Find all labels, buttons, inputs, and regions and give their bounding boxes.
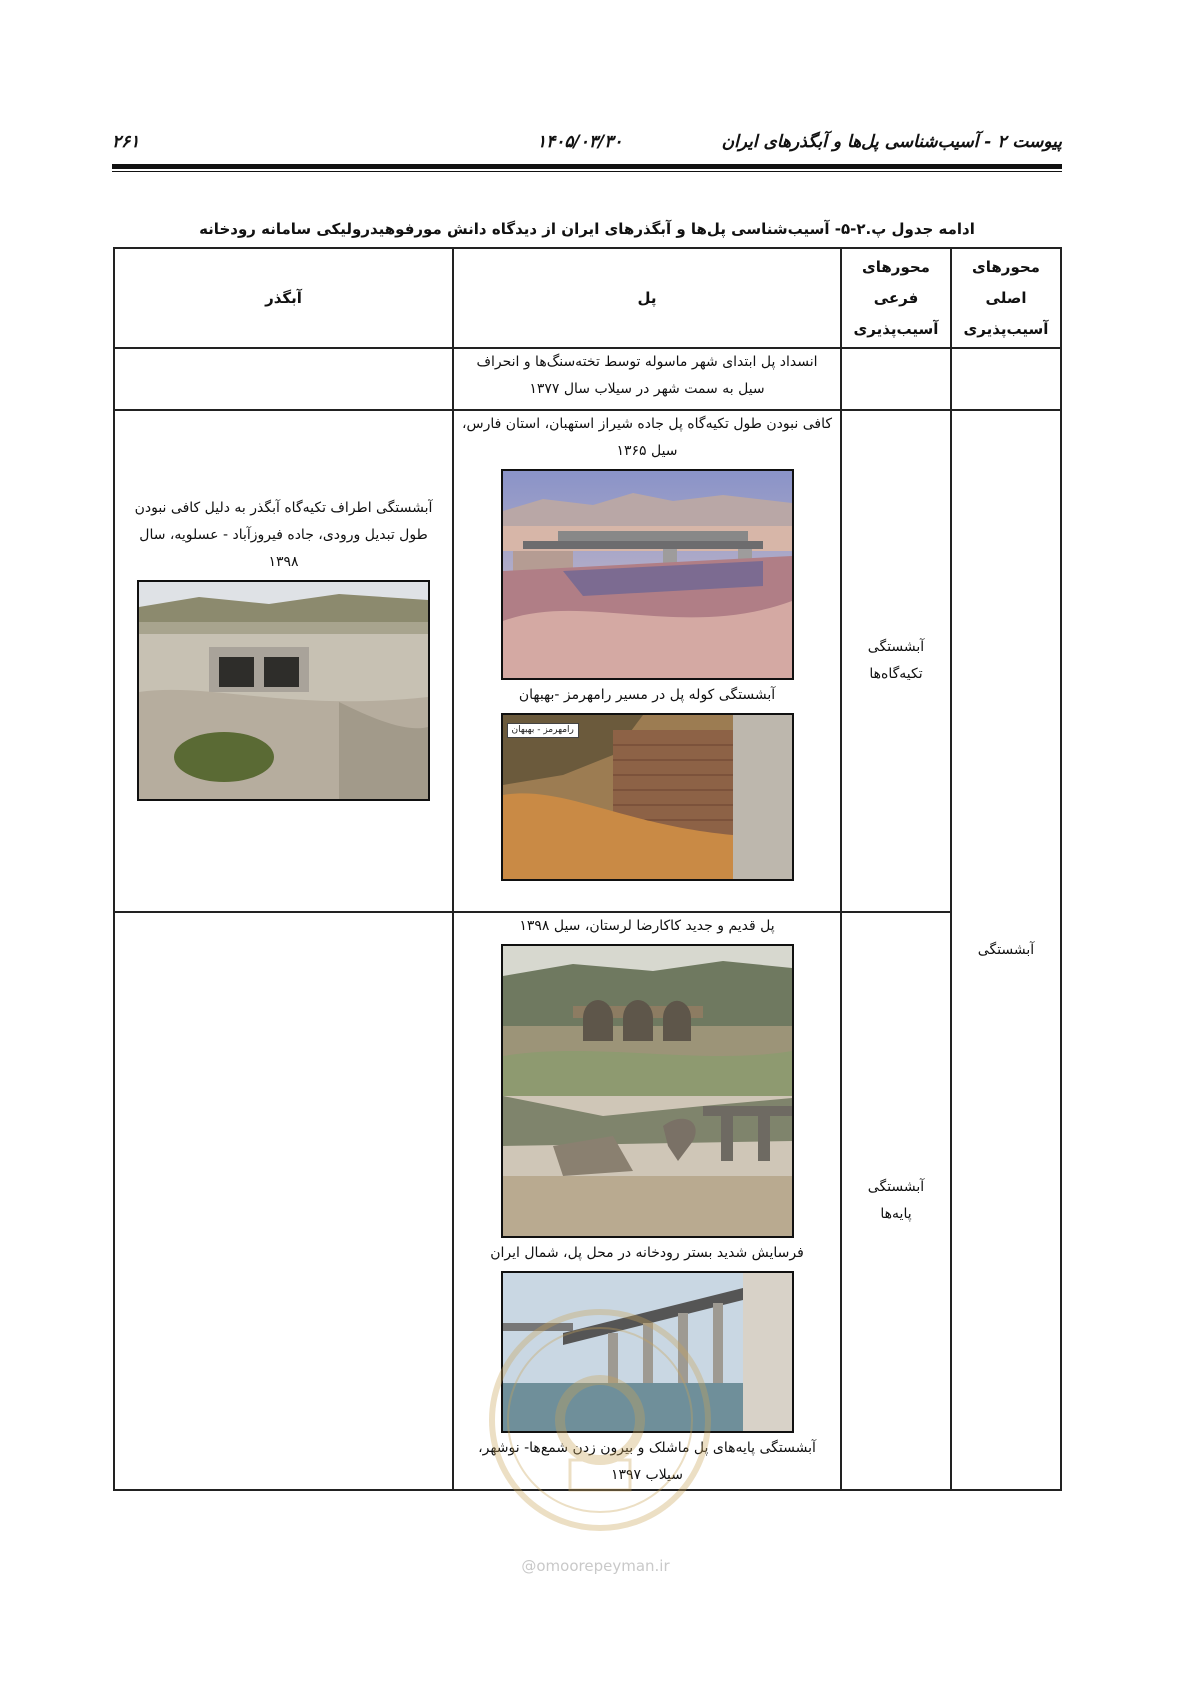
bridge-description: پل قدیم و جدید کاکارضا لرستان، سیل ۱۳۹۸ xyxy=(519,918,775,934)
header-title: پیوست ۲ - آسیب‌شناسی پل‌ها و آبگذرهای ایران xyxy=(721,132,1062,152)
culvert-cell-empty xyxy=(114,348,453,410)
table-header-row xyxy=(114,248,1061,348)
watermark-text: @omoorepeyman.ir xyxy=(521,1557,670,1575)
header-bridge: پل xyxy=(453,248,841,348)
table-row xyxy=(114,410,1061,912)
table-row xyxy=(114,912,1061,1490)
header-rule-thick xyxy=(112,164,1062,169)
bridge-cell xyxy=(453,410,841,912)
main-axis-cell-empty xyxy=(951,348,1061,410)
sub-axis-label: آبشستگی تکیه‌گاه‌ها xyxy=(867,639,925,682)
photo-location-badge: رامهرمز - بهبهان xyxy=(507,723,579,738)
bridge-description: آبشستگی پایه‌های پل ماشلک و بیرون زدن شمع‌ها- نوشهر، سیلاب ۱۳۹۷ xyxy=(478,1440,816,1483)
header-date: ۱۴۰۵/۰۳/۳۰ xyxy=(537,132,623,152)
bridge-description: فرسایش شدید بستر رودخانه در محل پل، شمال ایران xyxy=(490,1245,804,1261)
sub-axis-cell-empty xyxy=(841,348,951,410)
table-row xyxy=(114,348,1061,410)
photo-abutment-scour xyxy=(501,713,794,881)
main-axis-label: آبشستگی xyxy=(977,941,1035,958)
sub-axis-label: آبشستگی پایه‌ها xyxy=(867,1179,925,1222)
bridge-description: آبشستگی کوله پل در مسیر رامهرمز -بهبهان xyxy=(518,687,776,703)
photo-kakareza-bridges xyxy=(501,944,794,1238)
main-axis-cell xyxy=(951,410,1061,1490)
sub-axis-cell xyxy=(841,410,951,912)
header-main-axes: محورهای اصلی آسیب‌پذیری xyxy=(951,248,1061,348)
culvert-cell xyxy=(114,410,453,912)
sub-axis-cell xyxy=(841,912,951,1490)
photo-culvert-scour xyxy=(137,580,430,801)
culvert-description: آبشستگی اطراف تکیه‌گاه آبگذر به دلیل کافی نبودن طول تبدیل ورودی، جاده فیروزآباد - عسلویه، سال ۱۳۹۸ xyxy=(134,500,433,570)
bridge-cell xyxy=(453,348,841,410)
photo-abutment-bridge xyxy=(501,469,794,680)
photo-mashalak-bridge xyxy=(501,1271,794,1433)
page-number: ۲۶۱ xyxy=(112,132,140,152)
bridge-description: انسداد پل ابتدای شهر ماسوله توسط تخته‌سنگ‌ها و انحراف سیل به سمت شهر در سیلاب سال ۱۳۷۷ xyxy=(476,354,818,397)
table-caption: ادامه جدول پ.۲-۵- آسیب‌شناسی پل‌ها و آبگذرهای ایران از دیدگاه دانش مورفوهیدرولیکی سامانه رودخانه xyxy=(199,220,975,238)
culvert-cell-empty xyxy=(114,912,453,1490)
bridge-description: کافی نبودن طول تکیه‌گاه پل جاده شیراز استهبان، استان فارس، سیل ۱۳۶۵ xyxy=(461,416,832,459)
running-header xyxy=(112,128,1062,158)
header-sub-axes: محورهای فرعی آسیب‌پذیری xyxy=(841,248,951,348)
header-culvert: آبگذر xyxy=(114,248,453,348)
vulnerability-table xyxy=(113,247,1062,1491)
header-rule-thin xyxy=(112,171,1062,172)
bridge-cell xyxy=(453,912,841,1490)
